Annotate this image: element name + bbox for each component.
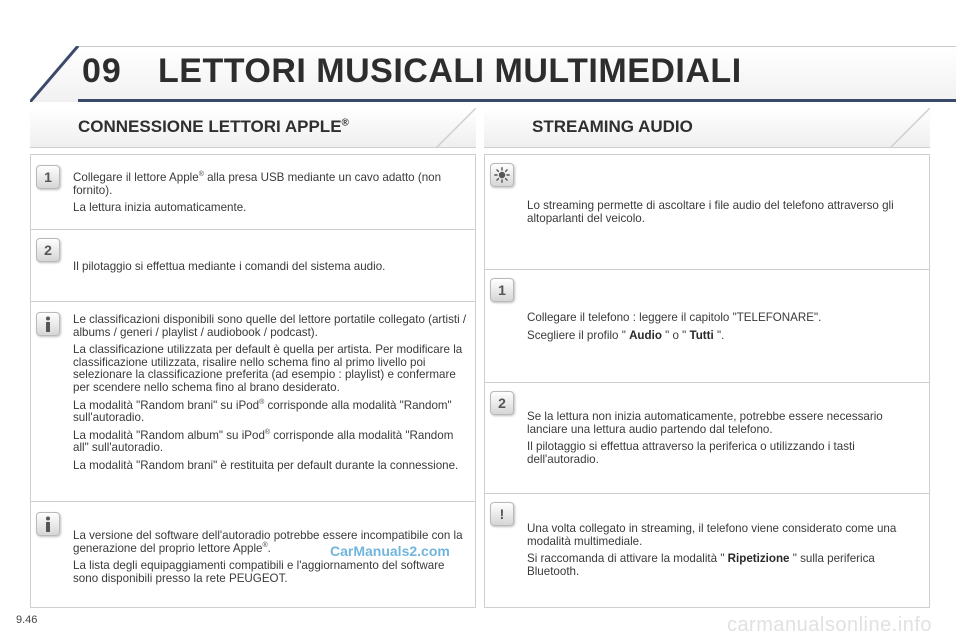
block-text: Il pilotaggio si effettua mediante i comandi del sistema audio. xyxy=(73,260,386,273)
info-icon xyxy=(36,512,60,536)
instruction-block xyxy=(485,270,929,383)
warning-block xyxy=(485,494,929,607)
section-heading-apple xyxy=(30,108,476,148)
streaming-audio-panel xyxy=(484,154,930,608)
info-icon xyxy=(36,312,60,336)
step-2-icon: 2 xyxy=(490,391,514,415)
section-heading-streaming xyxy=(484,108,930,148)
block-text: Collegare il telefono : leggere il capitolo "TELEFONARE". Scegliere il profilo " Audio " o " Tutti ". xyxy=(527,311,822,342)
step-1-icon: 1 xyxy=(36,165,60,189)
warning-icon: ! xyxy=(490,502,514,526)
block-text: Se la lettura non inizia automaticamente, potrebbe essere necessario lanciare una lettura audio partendo dal telefono. Il pilotaggio si effettua attraverso la periferica o utilizzando i tasti dell'autoradio. xyxy=(527,410,883,466)
step-2-icon: 2 xyxy=(36,238,60,262)
block-text: Collegare il lettore Apple® alla presa USB mediante un cavo adatto (non fornito). La lettura inizia automaticamente. xyxy=(73,171,442,215)
instruction-block xyxy=(31,155,475,230)
block-text: Le classificazioni disponibili sono quelle del lettore portatile collegato (artisti / albums / generi / playlist / audiobook / podcast). La classificazione utilizzata per default è quella per artista. Per modificare la classificazione utilizzata, risalire nello schema fino al primo livello poi selezionare la classificazione preferita (ad esempio : playlist) e confermare per scendere nello schema fino al brano desiderato. La modalità "Random brani" su iPod® corrisponde alla modalità "Random" sull'autoradio. La modalità "Random album" su iPod® corrisponde alla modalità "Random all" sull'autoradio. La modalità "Random brani" è restituita per default durante la connessione. xyxy=(73,313,467,472)
tip-icon xyxy=(490,163,514,187)
chapter-header xyxy=(30,46,956,102)
heading-slash-decoration xyxy=(436,108,476,148)
instruction-block xyxy=(485,383,929,494)
watermark-carmanuals2: CarManuals2.com xyxy=(330,543,450,559)
info-block xyxy=(31,302,475,502)
header-rule xyxy=(78,99,956,102)
block-text: Lo streaming permette di ascoltare i file audio del telefono attraverso gli altoparlanti del veicolo. xyxy=(527,199,894,225)
page-number: 9.46 xyxy=(16,614,38,626)
apple-connection-panel xyxy=(30,154,476,608)
section-title-streaming: STREAMING AUDIO xyxy=(532,117,693,136)
instruction-block xyxy=(31,230,475,302)
section-title-apple: CONNESSIONE LETTORI APPLE® xyxy=(78,117,349,136)
chapter-number: 09 xyxy=(82,52,122,90)
tip-block xyxy=(485,155,929,270)
heading-slash-decoration xyxy=(890,108,930,148)
block-text: Una volta collegato in streaming, il telefono viene considerato come una modalità multimediale. Si raccomanda di attivare la modalità " Ripetizione " sulla periferica Bluetooth. xyxy=(527,522,897,578)
block-text: La versione del software dell'autoradio potrebbe essere incompatibile con la generazione del proprio lettore Apple®. La lista degli equipaggiamenti compatibili e l'aggiornamento del software sono disponibili presso la rete PEUGEOT. xyxy=(73,529,463,585)
step-1-icon: 1 xyxy=(490,278,514,302)
watermark-carmanualsonline: carmanualsonline.info xyxy=(726,614,932,636)
chapter-title: LETTORI MUSICALI MULTIMEDIALI xyxy=(158,52,742,90)
